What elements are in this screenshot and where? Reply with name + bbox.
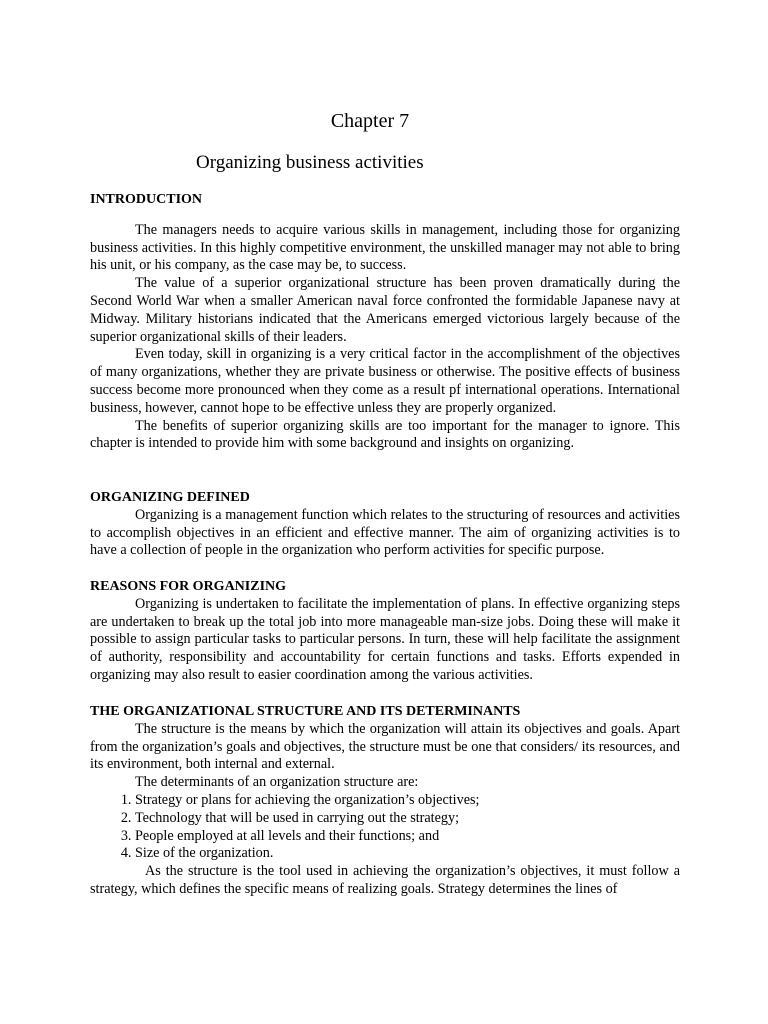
paragraph: The value of a superior organizational structure has been proven dramatically during the Second World War when a smaller American naval force confronted the formidable Japanese navy at Midway. Military historians indicated that the Americans emerged victorious largely because of the superior organizational skills of their leaders. bbox=[90, 275, 680, 345]
section-reasons-for-organizing bbox=[90, 578, 680, 685]
section-organizational-structure bbox=[90, 703, 680, 899]
chapter-title: Organizing business activities bbox=[196, 152, 424, 173]
section-heading: THE ORGANIZATIONAL STRUCTURE AND ITS DETERMINANTS bbox=[90, 704, 521, 719]
paragraph: The structure is the means by which the organization will attain its objectives and goals. Apart from the organization’s goals and objectives, the structure must be one that considers/ its resources, and its environment, both internal and external. bbox=[90, 720, 680, 773]
paragraph: The benefits of superior organizing skills are too important for the manager to ignore. This chapter is intended to provide him with some background and insights on organizing. bbox=[90, 417, 680, 452]
section-introduction bbox=[90, 191, 680, 453]
list-item: 4. Size of the organization. bbox=[135, 845, 680, 863]
paragraph: Organizing is a management function which relates to the structuring of resources and activities to accomplish objectives in an efficient and effective manner. The aim of organizing activities is to have a collection of people in the organization who perform activities for specific purpose. bbox=[90, 506, 680, 559]
paragraph: Even today, skill in organizing is a very critical factor in the accomplishment of the objectives of many organizations, whether they are private business or otherwise. The positive effects of business success become more pronounced when they come as a result pf international operations. International business, however, cannot hope to be effective unless they are properly organized. bbox=[90, 346, 680, 416]
section-organizing-defined bbox=[90, 489, 680, 560]
paragraph: Organizing is undertaken to facilitate the implementation of plans. In effective organizing steps are undertaken to break up the total job into more manageable man-size jobs. Doing these will make it possible to assign particular tasks to particular persons. In turn, these will help facilitate the assignment of authority, responsibility and accountability for certain functions and tasks. Efforts expended in organizing may also result to easier coordination among the various activities. bbox=[90, 595, 680, 683]
section-heading: ORGANIZING DEFINED bbox=[90, 490, 250, 505]
paragraph: The managers needs to acquire various skills in management, including those for organizing business activities. In this highly competitive environment, the unskilled manager may not able to bring his unit, or his company, as the case may be, to success. bbox=[90, 221, 680, 274]
determinants-list bbox=[90, 792, 680, 863]
list-item: 3. People employed at all levels and their functions; and bbox=[135, 828, 680, 846]
section-heading: INTRODUCTION bbox=[90, 192, 203, 207]
paragraph: As the structure is the tool used in achieving the organization’s objectives, it must follow a strategy, which defines the specific means of realizing goals. Strategy determines the lines of bbox=[90, 863, 680, 897]
list-item: 1. Strategy or plans for achieving the organization’s objectives; bbox=[135, 792, 680, 810]
list-item: 2. Technology that will be used in carrying out the strategy; bbox=[135, 810, 680, 828]
paragraph: The determinants of an organization structure are: bbox=[135, 774, 419, 791]
section-heading: REASONS FOR ORGANIZING bbox=[90, 579, 287, 594]
chapter-number: Chapter 7 bbox=[330, 110, 410, 132]
